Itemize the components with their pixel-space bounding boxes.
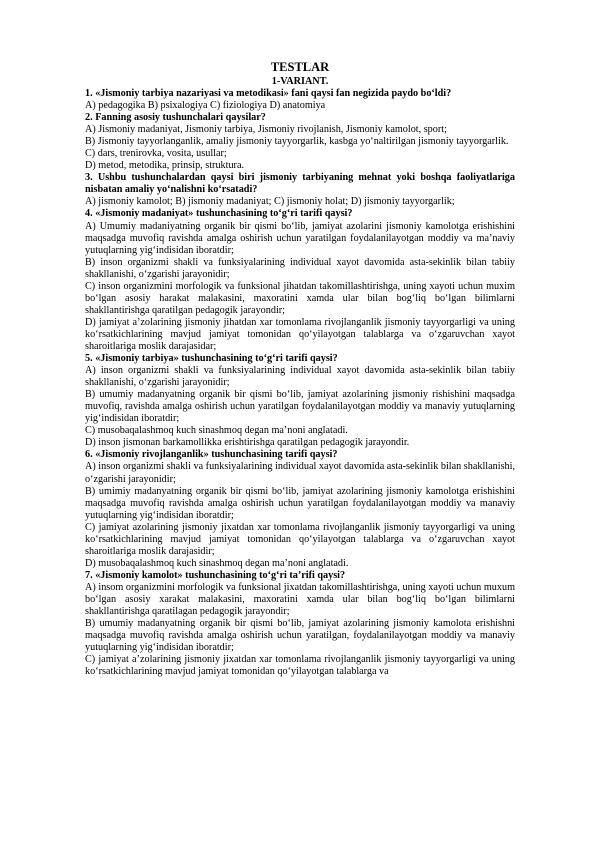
answer-option: C) inson organizmini morfologik va funksional jihatdan takomillashtirishga, uning xayoti uchun muxim bo‘lgan asosiy harakat malakasini, maxoratini xamda ular bilan bog‘liq bo‘lgan bilimlarni shakllantirishga qaratilgan pedagogik jarayondir; xyxy=(85,280,515,316)
answer-option: D) inson jismonan barkamollikka erishtirishga qaratilgan pedagogik jarayondir. xyxy=(85,437,410,449)
page-title: TESTLAR xyxy=(270,60,330,74)
question-text: 5. «Jismoniy tarbiya» tushunchasining to‘g‘ri tarifi qaysi? xyxy=(85,353,338,365)
question-text: 2. Fanning asosiy tushunchalari qaysilar? xyxy=(85,112,266,124)
answer-option: C) musobaqalashmoq kuch sinashmoq degan ma’noni anglatadi. xyxy=(85,425,348,437)
answer-option: A) insom organizmini morfologik va funksional jixatdan takomillashtirishga, uning xayoti uchun muxum bo‘lgan asosiy xarakat malakasini, maxoratini xamda ular bilan bog‘liq bo‘lgan bilimlarni shakllantirishga qaratilagan pedagogik jarayondir; xyxy=(85,581,515,618)
document-page xyxy=(85,60,515,678)
answer-option: A) inson organizmi shakli va funksiyalarining individual xayot davomida asta-sekinlik bilan shakllanishi, o‘zgarishi jarayonidir; xyxy=(85,461,515,485)
answer-option: D) musobaqalashmoq kuch sinashmoq degan ma’noni anglatadi. xyxy=(85,557,349,569)
answer-option: B) umumiy madanyatning organik bir qismi bo‘lib, jamiyat azolarining jismoniy kamolota erishishni maqsadga muvofiq ravishda amalga oshirish uchun yaratilgan, foydalanilayotgan moddiy va manaviy yutuqlarning yig‘indisidan iboratdir; xyxy=(85,618,515,654)
answer-option: C) dars, trenirovka, vosita, usullar; xyxy=(85,148,227,160)
answer-option: A) Jismoniy madaniyat, Jismoniy tarbiya, Jismoniy rivojlanish, Jismoniy kamolot, sport; xyxy=(85,124,447,136)
answer-option: A) pedagogika B) psixalogiya C) fiziologiya D) anatomiya xyxy=(85,100,326,112)
question-text: 4. «Jismoniy madaniyat» tushunchasining to‘g‘ri tarifi qaysi? xyxy=(85,208,353,220)
answer-option: D) metod, metodika, prinsip, struktura. xyxy=(85,160,245,172)
answer-option: D) jamiyat a’zolarining jismoniy jihatdan xar tomonlama rivojlanganlik jismoniy tayyorgarligi va uning ko‘rsatkichlarining mavjud jamiyat tomonidan qo‘yilayotgan talablarga va o‘zgaruvchan xayot sharoitlariga moslik darajasidar; xyxy=(85,316,515,352)
answer-option: B) inson organizmi shakli va funksiyalarining individual xayot davomida asta-sekinlik bilan tabiiy shakllanishi, o‘zgarishi jarayonidir; xyxy=(85,256,515,280)
question-text: 3. Ushbu tushunchalardan qaysi biri jismoniy tarbiyaning mehnat yoki boshqa faoliyatlariga nisbatan amaliy yo‘nalishni ko‘rsatadi? xyxy=(85,172,515,196)
test-content xyxy=(85,88,515,678)
answer-option: B) umumiy madanyatning organik bir qismi bo‘lib, jamiyat azolarining jismoniy rishishini maqsadga muvofiq, ravishda amalga oshirish uchun yaratilgan foydalanilayotgan moddiy va manaviy yutuqlarning yig‘indisidan iboratdir; xyxy=(85,389,515,425)
answer-option: C) jamiyat azolarining jismoniy jixatdan xar tomonlama rivojlanganlik jismoniy tayyorgarligi va uning ko‘rsatkichlarining mavjud jamiyat tomonidan qo‘yilayotgan talablarga va o‘zgaruvchan xayot sharoitlariga moslik darajasidir; xyxy=(85,521,515,557)
answer-option: A) Umumiy madaniyatning organik bir qismi bo‘lib, jamiyat azolarini jismoniy kamolotga erishishini maqsadga muvofiq ravishda amalga oshirish uchun yaratilgan foydalanilayotgan moddiy va ma’naviy yutuqlarning yig‘indisidan iboratdir; xyxy=(85,220,515,256)
variant-heading: 1-VARIANT. xyxy=(271,76,329,87)
answer-option: B) Jismoniy tayyorlanganlik, amaliy jismoniy tayyorgarlik, kasbga yo‘naltirilgan jismoniy tayyorgarlik. xyxy=(85,136,509,148)
question-text: 6. «Jismoniy rivojlanganlik» tushunchasining tarifi qaysi? xyxy=(85,449,338,461)
answer-option: B) umimiy madanyatning organik bir qismi bo‘lib, jamiyat azolarining jismoniy kamolotga erishishini maqsadga muvofiq ravishda amalga oshirish uchun yaratilgan foydalanilayotgan moddiy va manaviy yutuqlarning yig‘indisidan iboratdir; xyxy=(85,485,515,521)
question-text: 1. «Jismoniy tarbiya nazariyasi va metodikasi» fani qaysi fan negizida paydo bo‘ldi? xyxy=(85,88,452,99)
answer-option: C) jamiyat a’zolarining jismoniy jixatdan xar tomonlama rivojlanganlik jismoniy tayyorgarligi va uning ko‘rsatkichlarining mavjud jamiyat tomonidan qo‘yilayotgan talablarga va xyxy=(85,654,515,678)
answer-option: A) inson organizmi shakli va funksiyalarining individual xayot davomida asta-sekinlik bilan tabiiy shakllanishi, o‘zgarishi jarayonidir; xyxy=(85,365,515,389)
answer-option: A) jismoniy kamolot; B) jismoniy madaniyat; C) jismoniy holat; D) jismoniy tayyorgarlik; xyxy=(85,196,455,208)
question-text: 7. «Jismoniy kamolot» tushunchasining to‘g‘ri ta’rifi qaysi? xyxy=(85,569,346,581)
